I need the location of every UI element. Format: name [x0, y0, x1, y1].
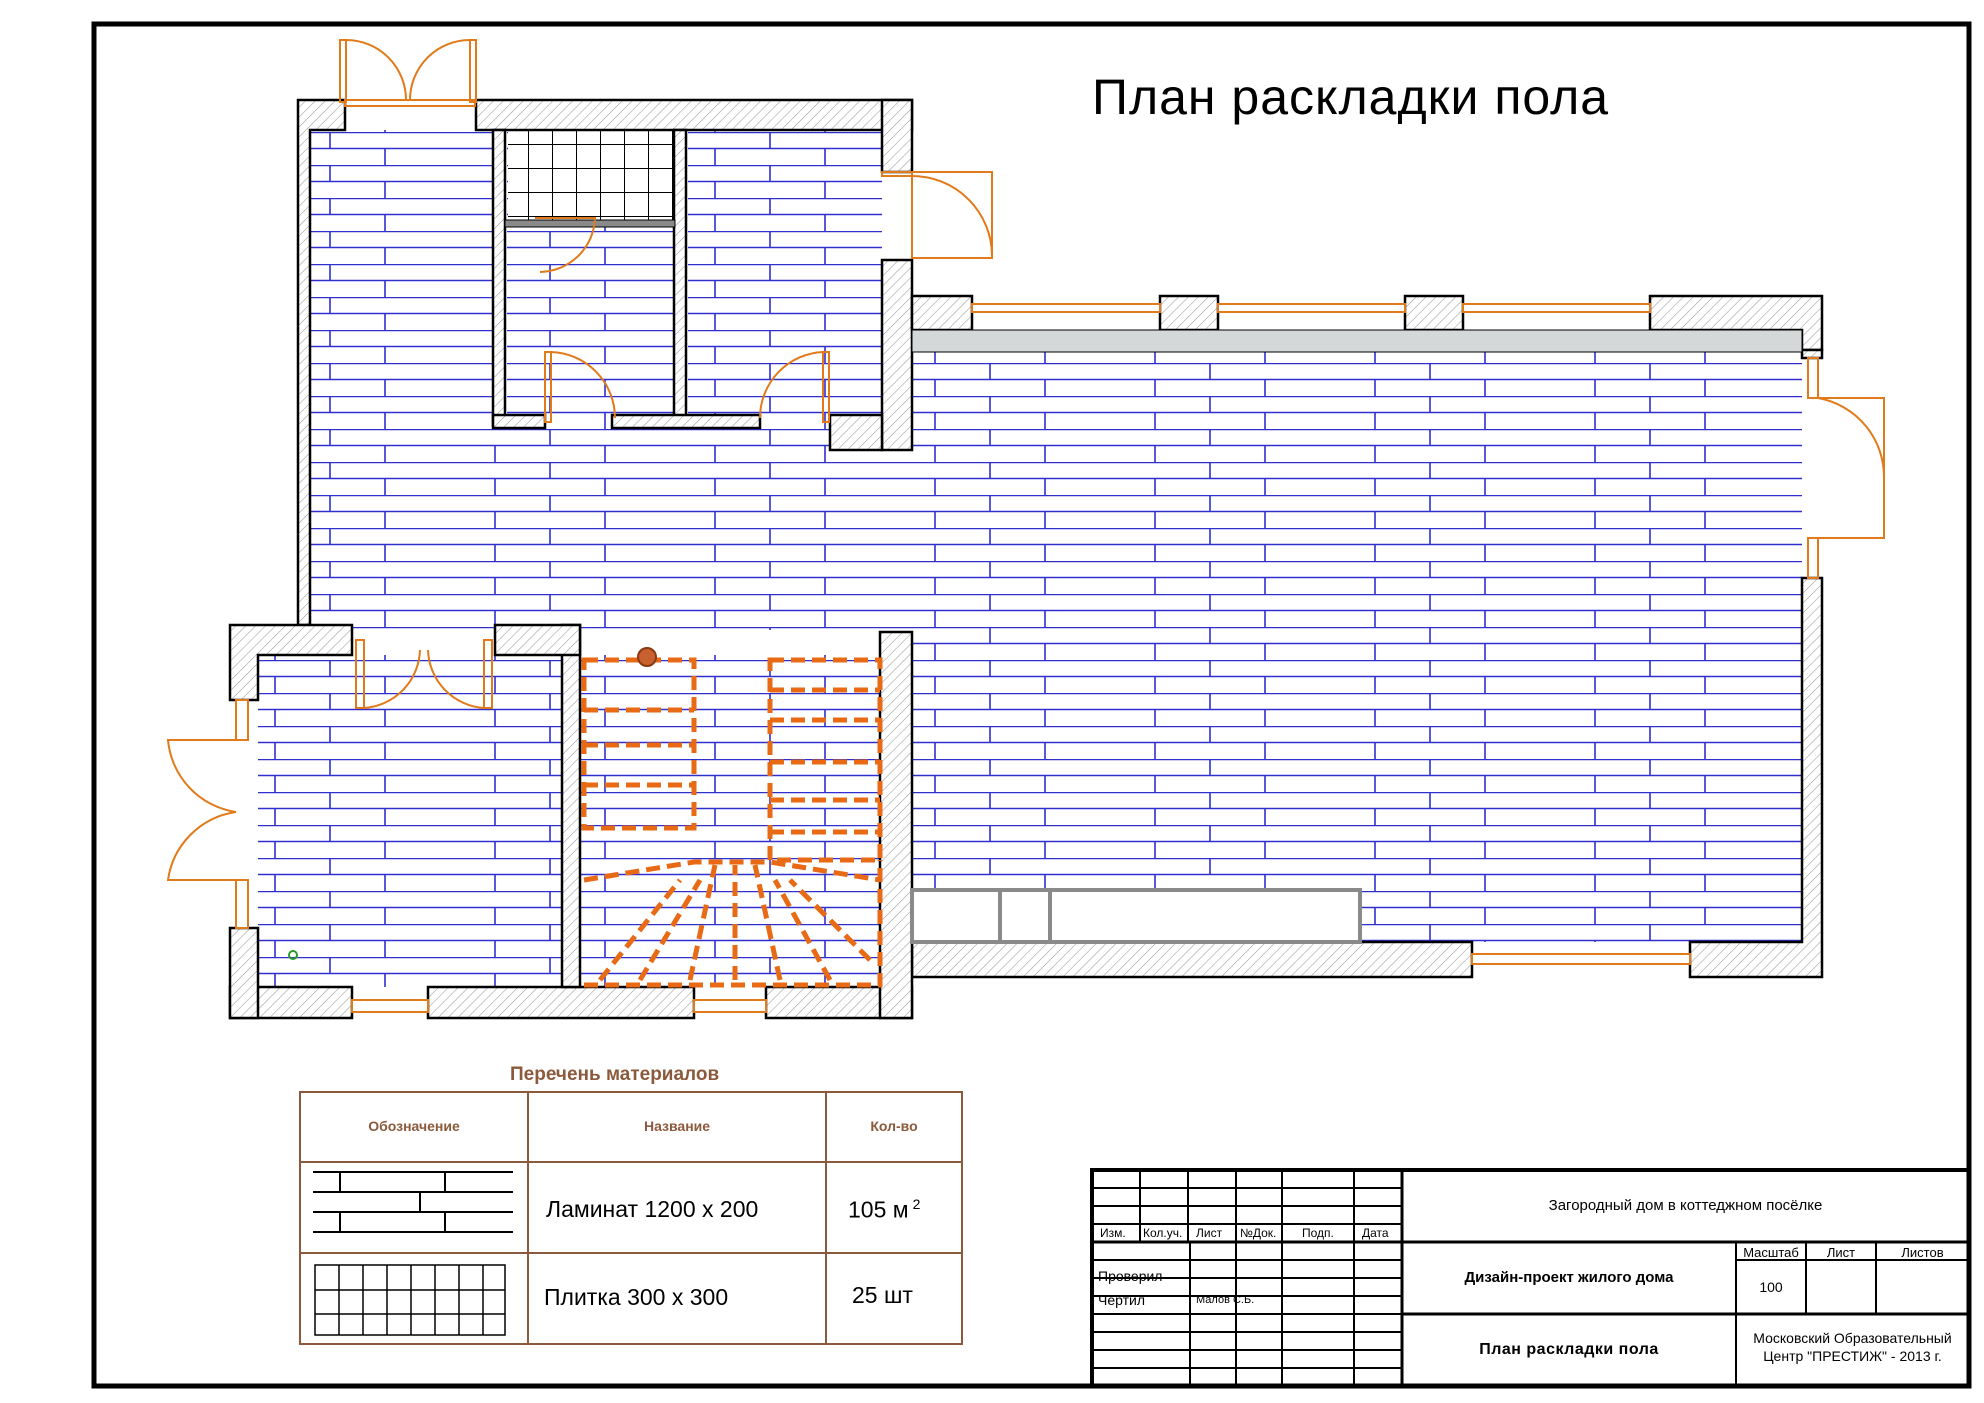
tb-col-date: Дата — [1362, 1226, 1389, 1240]
tb-scale-value: 100 — [1759, 1279, 1783, 1295]
tb-col-koluch: Кол.уч. — [1143, 1226, 1183, 1240]
tb-col-sign: Подп. — [1302, 1226, 1334, 1240]
laminate-floor — [258, 130, 1802, 987]
hall-top-strip — [912, 330, 1802, 352]
plan-title: План раскладки пола — [1092, 69, 1610, 125]
material-name-tile: Плитка 300 х 300 — [544, 1284, 729, 1310]
tb-sheet-title: План раскладки пола — [1479, 1341, 1659, 1358]
tb-project-name: Загородный дом в коттеджном посёлке — [1548, 1197, 1823, 1214]
kitchen-counters — [912, 890, 1360, 942]
tb-scale-label: Масштаб — [1743, 1245, 1799, 1260]
tb-project-type: Дизайн-проект жилого дома — [1464, 1269, 1674, 1286]
stair-post-icon — [638, 648, 656, 666]
tb-col-doc: №Док. — [1240, 1226, 1277, 1240]
tb-col-izm: Изм. — [1100, 1226, 1126, 1240]
tile-grid-pattern-icon — [315, 1265, 505, 1335]
tile-floor — [508, 130, 674, 222]
column-designation: Обозначение — [368, 1118, 460, 1134]
laminate-pattern-icon — [313, 1172, 513, 1232]
tb-sheets-label: Листов — [1901, 1245, 1944, 1260]
tb-org-line1: Московский Образовательный — [1753, 1330, 1952, 1346]
materials-heading: Перечень материалов — [510, 1064, 720, 1085]
tb-drawn-by: Малов С.Б. — [1196, 1294, 1255, 1306]
tb-col-list: Лист — [1196, 1226, 1223, 1240]
column-name: Название — [643, 1118, 711, 1134]
material-qty-laminate: 105 м $^2$ — [848, 1196, 921, 1223]
tb-role-checked: Проверил — [1098, 1268, 1163, 1284]
material-name-laminate: Ламинат 1200 х 200 — [546, 1196, 759, 1222]
column-qty: Кол-во — [870, 1118, 918, 1134]
tb-sheet-label: Лист — [1826, 1245, 1856, 1260]
tb-role-drawn: Чертил — [1098, 1292, 1145, 1308]
material-qty-tile: 25 шт — [852, 1282, 913, 1308]
tb-org-line2: Центр "ПРЕСТИЖ" - 2013 г. — [1763, 1348, 1942, 1364]
